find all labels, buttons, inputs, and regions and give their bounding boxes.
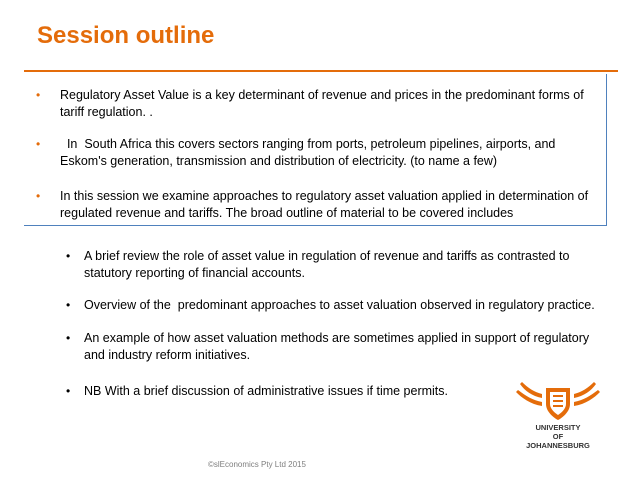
title-divider xyxy=(24,70,618,72)
university-logo-text xyxy=(510,423,606,450)
intro-box xyxy=(24,74,607,226)
sub-bullet-text: NB With a brief discussion of administrative issues if time permits. xyxy=(84,384,449,398)
sub-bullet-item xyxy=(60,330,604,364)
logo-line: UNIVERSITY xyxy=(535,423,581,432)
page-title: Session outline xyxy=(37,22,215,49)
bullet-marker: • xyxy=(66,384,71,398)
main-bullet-text: In this session we examine approaches to regulatory asset valuation applied in determination of regulated revenue and tariffs. The broad outline of material to be covered includes xyxy=(60,189,589,220)
sub-bullet-text: Overview of the predominant approaches to asset valuation observed in regulatory practice. xyxy=(84,298,595,312)
bullet-marker: • xyxy=(66,249,71,263)
logo-line: OF xyxy=(552,432,564,441)
bullet-marker: • xyxy=(36,88,41,102)
sub-bullet-text: An example of how asset valuation methods are sometimes applied in support of regulatory and industry reform initiatives. xyxy=(84,331,590,362)
main-bullet-item xyxy=(36,87,596,121)
sub-bullet-item xyxy=(60,297,604,314)
logo-line: JOHANNESBURG xyxy=(526,441,590,450)
main-bullet-item xyxy=(36,188,596,222)
bullet-marker: • xyxy=(66,331,71,345)
bullet-marker: • xyxy=(66,298,71,312)
copyright-footer: ©slEconomics Pty Ltd 2015 xyxy=(208,460,306,469)
bullet-marker: • xyxy=(36,137,41,151)
main-bullet-text: Regulatory Asset Value is a key determinant of revenue and prices in the predominant forms of tariff regulation. . xyxy=(60,88,584,119)
sub-bullet-item xyxy=(60,248,604,282)
sub-bullet-text: A brief review the role of asset value in regulation of revenue and tariffs as contrasted to statutory reporting of financial accounts. xyxy=(84,249,570,280)
bullet-marker: • xyxy=(36,189,41,203)
main-bullet-item xyxy=(36,136,596,170)
main-bullet-text: In South Africa this covers sectors ranging from ports, petroleum pipelines, airports, and Eskom's generation, transmission and distribution of electricity. (to name a few) xyxy=(60,137,559,168)
